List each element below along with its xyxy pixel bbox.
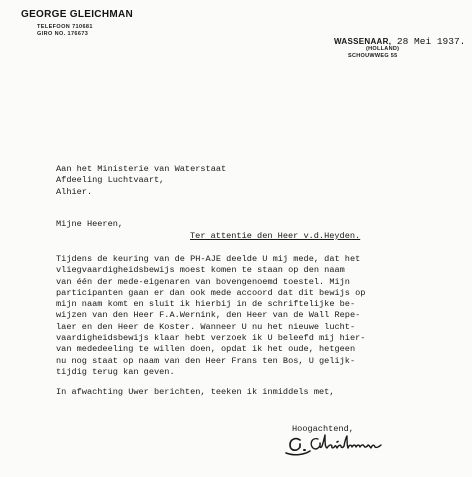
address-line: Afdeeling Luchtvaart, [56,175,165,186]
salutation: Mijne Heeren, [56,219,124,229]
body-line: laer en den Heer de Koster. Wanneer U nu het nieuwe lucht- [56,321,356,332]
address-line: Aan het Ministerie van Waterstaat [56,164,227,174]
regards: Hoogachtend, [292,424,354,434]
letterhead-street: SCHOUWWEG 55 [348,53,398,59]
letter-date: 28 Mei 1937. [391,36,466,47]
body-line: mijn naam komt en sluit ik hierbij in de schriftelijke be- [56,299,356,310]
recipient-address [56,164,226,198]
body-paragraph [56,254,365,378]
letterhead-phone: TELEFOON 710681 [37,24,93,30]
closing-line: In afwachting Uwer berichten, teeken ik inmiddels met, [56,387,335,397]
body-line: van één der mede-eigenaren van bovengenoemd toestel. Mijn [56,276,350,287]
body-line: vaardigheidsbewijs klaar hebt verzoek ik U beleefd mij hier- [56,333,366,344]
body-line: tijdig terug kan geven. [56,366,175,377]
handwritten-signature [284,431,384,457]
place-and-date [334,36,465,47]
body-line: participanten gaan er dan ook mede accoord dat dit bewijs op [56,287,366,298]
signature-strokes [286,435,381,455]
body-line: wijzen van den Heer F.A.Wernink, den Heer van de Wall Repe- [56,310,361,321]
letterhead-giro: GIRO NO. 176673 [37,31,89,37]
letterhead-place: WASSENAAR, [334,37,392,46]
body-line: Tijdens de keuring van de PH-AJE deelde U mij mede, dat het [56,254,361,264]
letterhead-name: GEORGE GLEICHMAN [21,9,134,20]
body-line: nu nog staat op naam van den Heer Frans ten Bos, U gelijk- [56,355,356,366]
attention-line: Ter attentie den Heer v.d.Heyden. [190,231,361,241]
body-line: vliegvaardigheidsbewijs moest komen te staan op den naam [56,265,345,276]
letterhead-country: (HOLLAND) [366,46,400,52]
address-line: Alhier. [56,186,93,197]
body-line: van mededeeling te willen doen, opdat ik het oude, hetgeen [56,344,356,355]
